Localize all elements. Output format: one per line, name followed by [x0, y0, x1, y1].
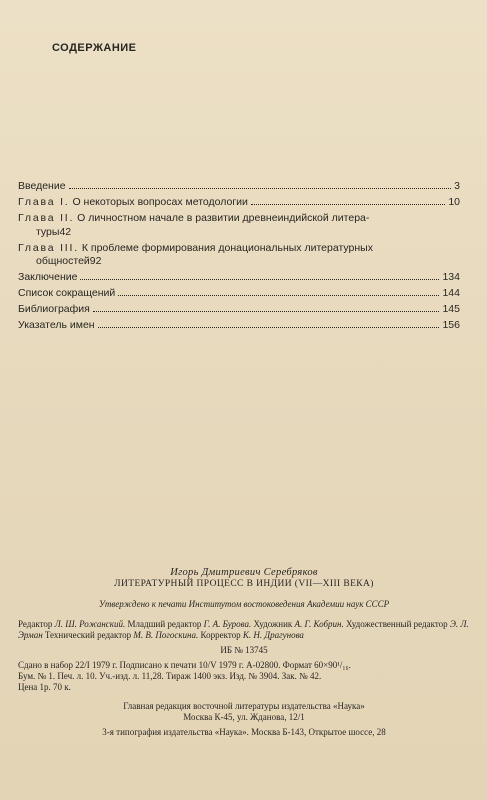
toc-entry-label: Библиография [18, 303, 90, 315]
ib-number: ИБ № 13745 [220, 645, 268, 655]
toc-chapter-prefix: Глава I. [18, 196, 70, 208]
editorial-staff: Редактор Л. Ш. Рожанский. Младший редактор Г. А. Бурова. Художник А. Г. Кобрин. Художественный редактор Э. Л. Эрман Технический редактор М. В. Погоскина. Корректор К. Н. Драгунова [18, 619, 469, 640]
book-title: ЛИТЕРАТУРНЫЙ ПРОЦЕСС В ИНДИИ (VII—XIII ВЕКА) [114, 579, 374, 589]
toc-entry-label-cont: общностей [36, 255, 90, 267]
print-details: Сдано в набор 22/I 1979 г. Подписано к печати 10/V 1979 г. А-02800. Формат 60×90¹/₁₆. Бум. № 1. Печ. л. 10. Уч.-изд. л. 11,28. Тираж 1400 экз. Изд. № 3904. Зак. № 42. Цена 1р. 70 к. [18, 660, 351, 692]
toc-leader-dots [251, 204, 445, 205]
toc-leader-dots [118, 295, 439, 296]
printing-house: 3-я типография издательства «Наука». Москва Б-143, Открытое шоссе, 28 [102, 727, 386, 737]
toc-entry-abbreviations [18, 287, 460, 301]
author-name: Игорь Дмитриевич Серебряков [170, 567, 318, 578]
toc-chapter-prefix: Глава III. [18, 241, 79, 254]
toc-leader-dots [98, 327, 440, 328]
toc-entry-intro [18, 180, 460, 194]
toc-entry-label: Список сокращений [18, 287, 116, 299]
colophon [18, 567, 470, 738]
toc-leader-dots [93, 311, 440, 312]
toc-leader-dots [69, 188, 452, 189]
toc-entry-chapter-2 [18, 212, 460, 239]
toc-entry-label: Заключение [18, 271, 78, 283]
toc-chapter-prefix: Глава II. [18, 212, 75, 224]
toc-entry-page: 144 [442, 287, 460, 299]
toc-entry-index [18, 319, 460, 333]
toc-leader-dots [80, 279, 439, 280]
approval-note: Утверждено к печати Институтом востоковедения Академии наук СССР [98, 599, 390, 609]
toc-entry-label: Введение [18, 180, 66, 192]
toc-entry-label: К проблеме формирования донациональных литературных [81, 241, 373, 254]
toc-entry-page: 3 [454, 180, 460, 192]
toc-entry-page: 145 [442, 303, 460, 315]
toc-entry-page: 134 [442, 271, 460, 283]
toc-entry-page: 156 [442, 319, 460, 331]
toc-entry-page: 10 [448, 196, 460, 208]
toc-entry-bibliography [18, 303, 460, 317]
toc-entry-label: Указатель имен [18, 319, 95, 331]
toc-entry-chapter-3 [18, 242, 460, 269]
toc-entry-label: О личностном начале в развитии древнеиндийской литера- [77, 212, 370, 224]
toc-entry-conclusion [18, 271, 460, 285]
toc-entry-page: 92 [89, 255, 102, 267]
toc-entry-label-cont: туры [36, 225, 60, 238]
toc-entry-label: О некоторых вопросах методологии [72, 196, 248, 208]
toc-entry-page: 42 [59, 225, 72, 238]
publisher-info: Главная редакция восточной литературы издательства «Наука» Москва К-45, ул. Жданова, 12/1 [123, 701, 365, 722]
page-title: СОДЕРЖАНИЕ [52, 42, 137, 54]
toc-entry-chapter-1 [18, 196, 460, 210]
table-of-contents [18, 180, 460, 335]
